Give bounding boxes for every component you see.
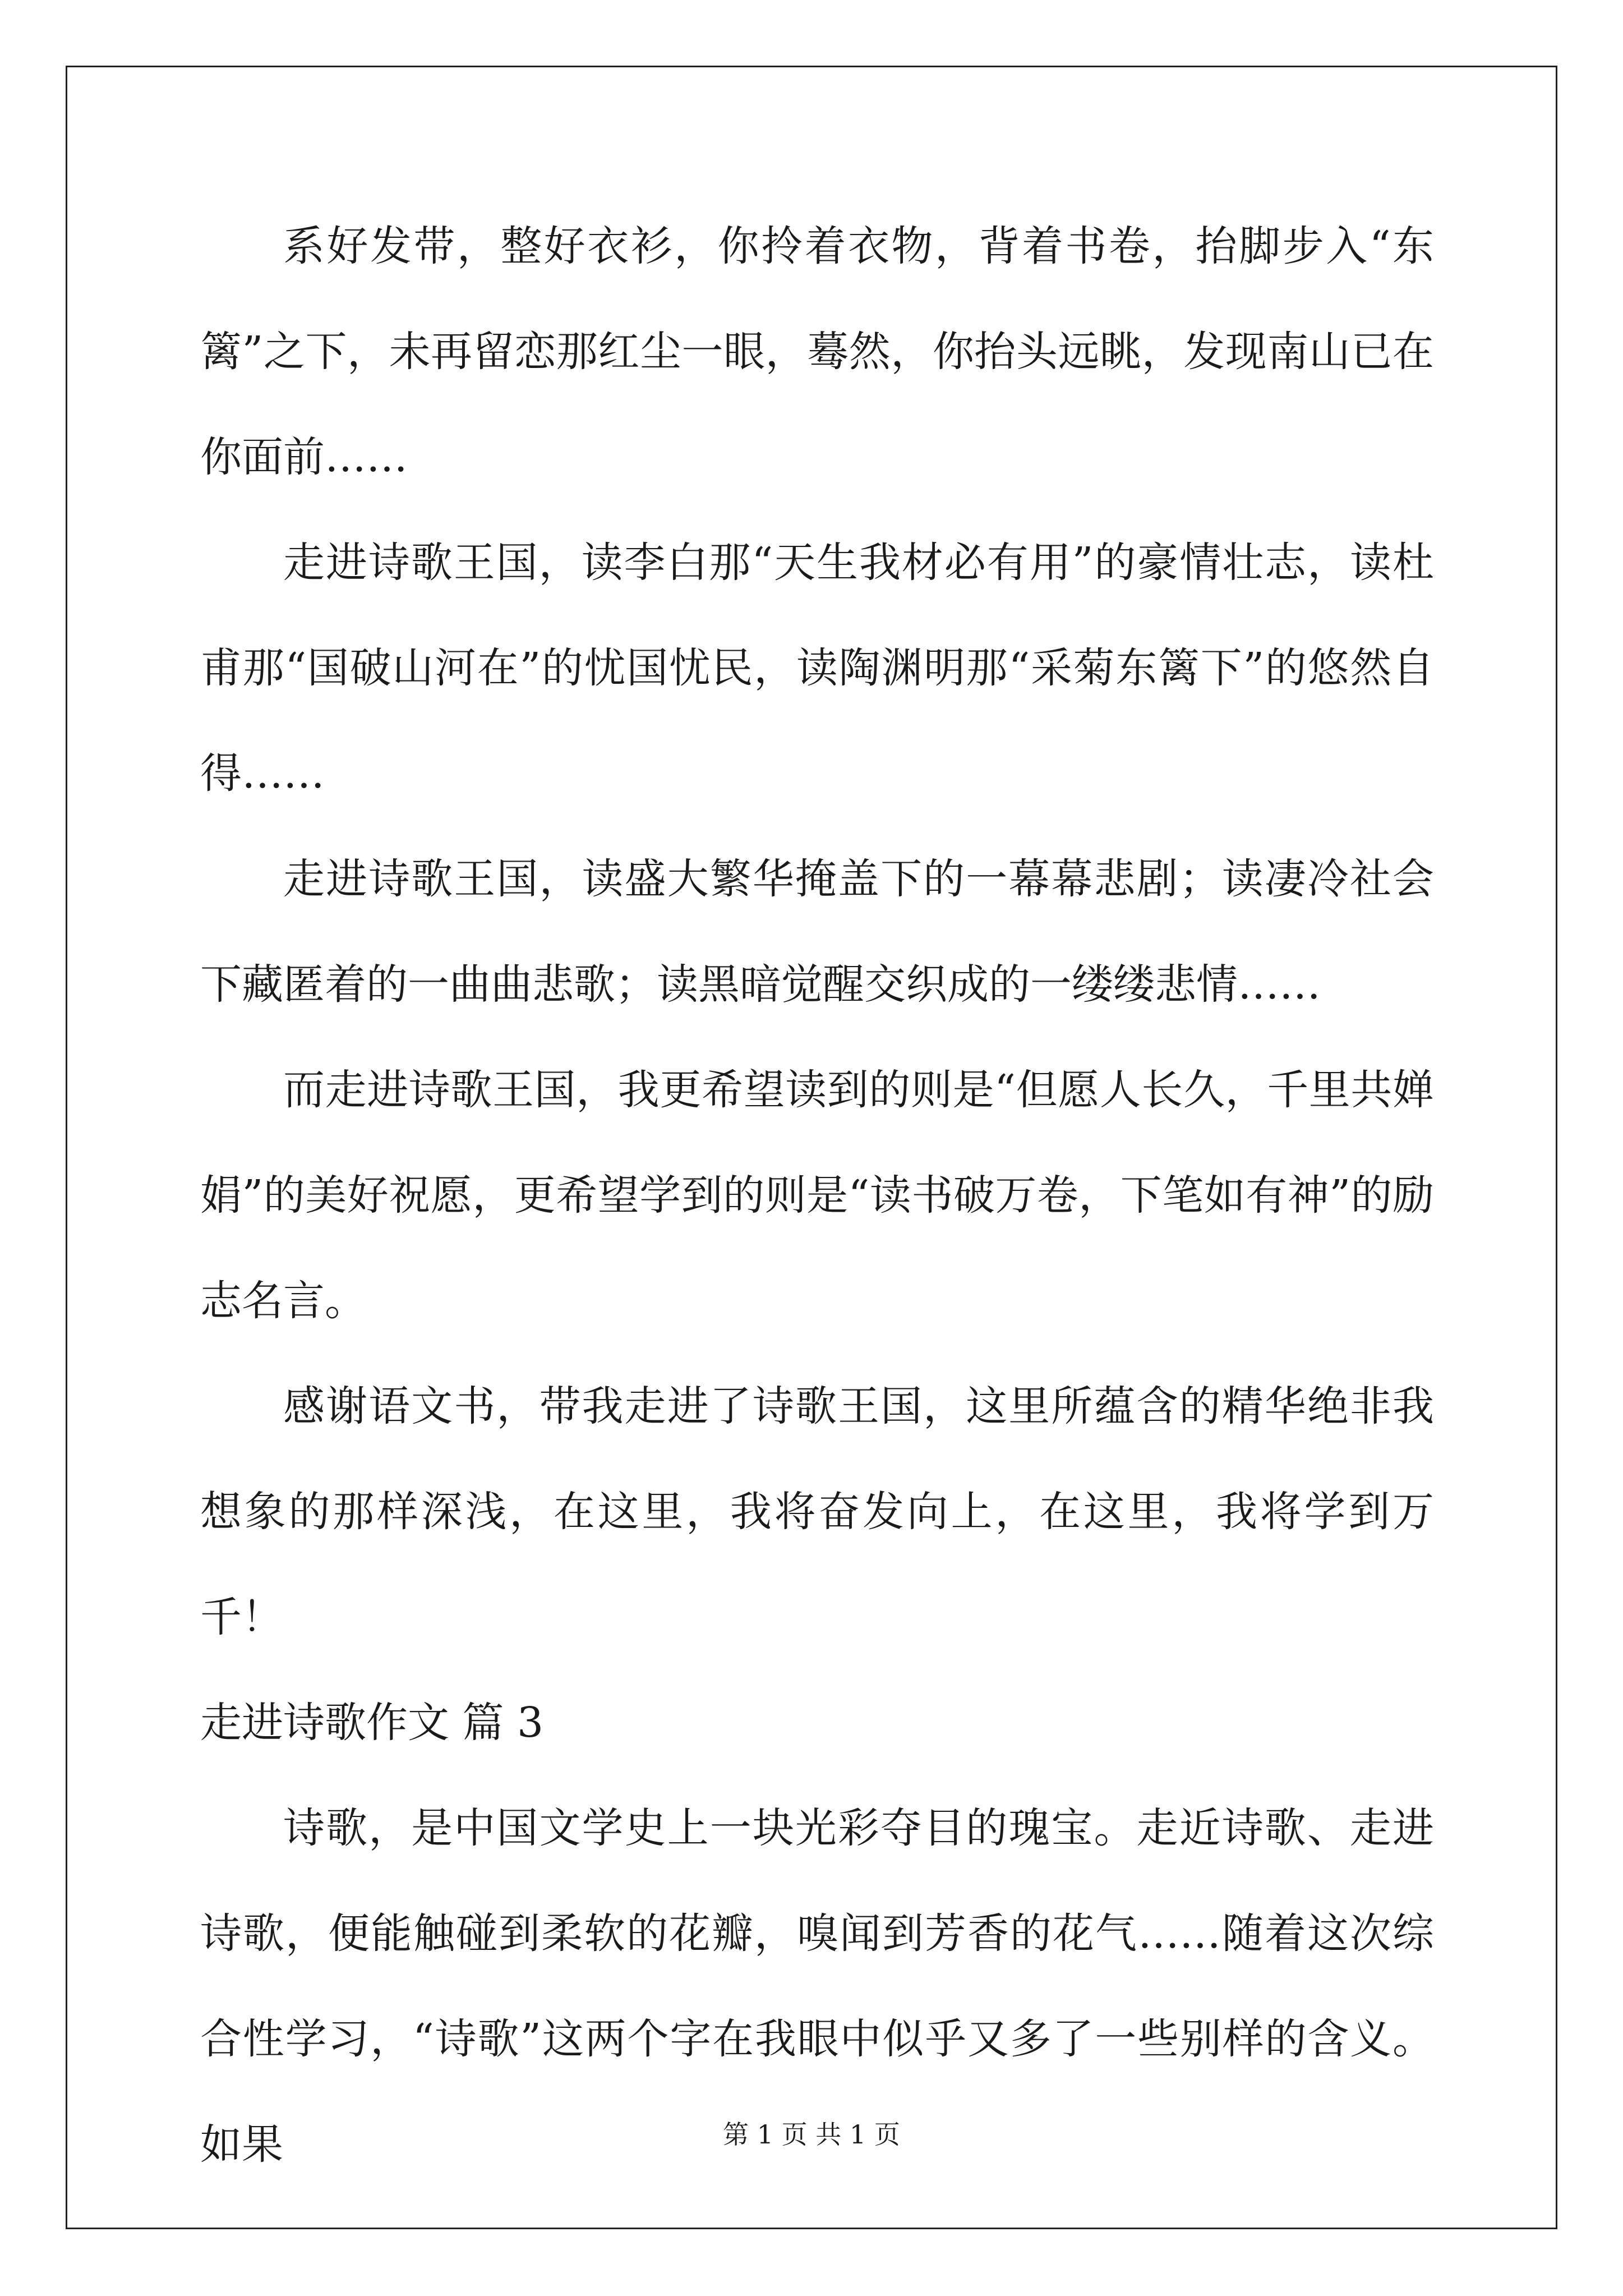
- document-body: [200, 194, 1434, 2197]
- paragraph-1: 系好发带，整好衣衫，你拎着衣物，背着书卷，抬脚步入“东篱”之下，未再留恋那红尘一眼，蓦然，你抬头远眺，发现南山已在你面前……: [200, 222, 1434, 481]
- paragraph-3: 走进诗歌王国，读盛大繁华掩盖下的一幕幕悲剧；读凄冷社会下藏匿着的一曲曲悲歌；读黑暗觉醒交织成的一缕缕悲情……: [200, 855, 1434, 1009]
- paragraph-4: 而走进诗歌王国，我更希望读到的则是“但愿人长久，千里共婵娟”的美好祝愿，更希望学到的则是“读书破万卷，下笔如有神”的励志名言。: [200, 1066, 1434, 1325]
- page-footer: 第 1 页 共 1 页: [723, 2119, 900, 2150]
- paragraph-5: 感谢语文书，带我走进了诗歌王国，这里所蕴含的精华绝非我想象的那样深浅，在这里，我将奋发向上，在这里，我将学到万千！: [200, 1382, 1434, 1641]
- section-heading: 走进诗歌作文 篇 3: [200, 1699, 544, 1747]
- paragraph-6: 诗歌，是中国文学史上一块光彩夺目的瑰宝。走近诗歌、走进诗歌，便能触碰到柔软的花瓣，嗅闻到芳香的花气……随着这次综合性学习，“诗歌”这两个字在我眼中似乎又多了一些别样的含义。如果: [200, 1804, 1434, 2169]
- paragraph-2: 走进诗歌王国，读李白那“天生我材必有用”的豪情壮志，读杜甫那“国破山河在”的忧国忧民，读陶渊明那“采菊东篱下”的悠然自得……: [200, 539, 1434, 798]
